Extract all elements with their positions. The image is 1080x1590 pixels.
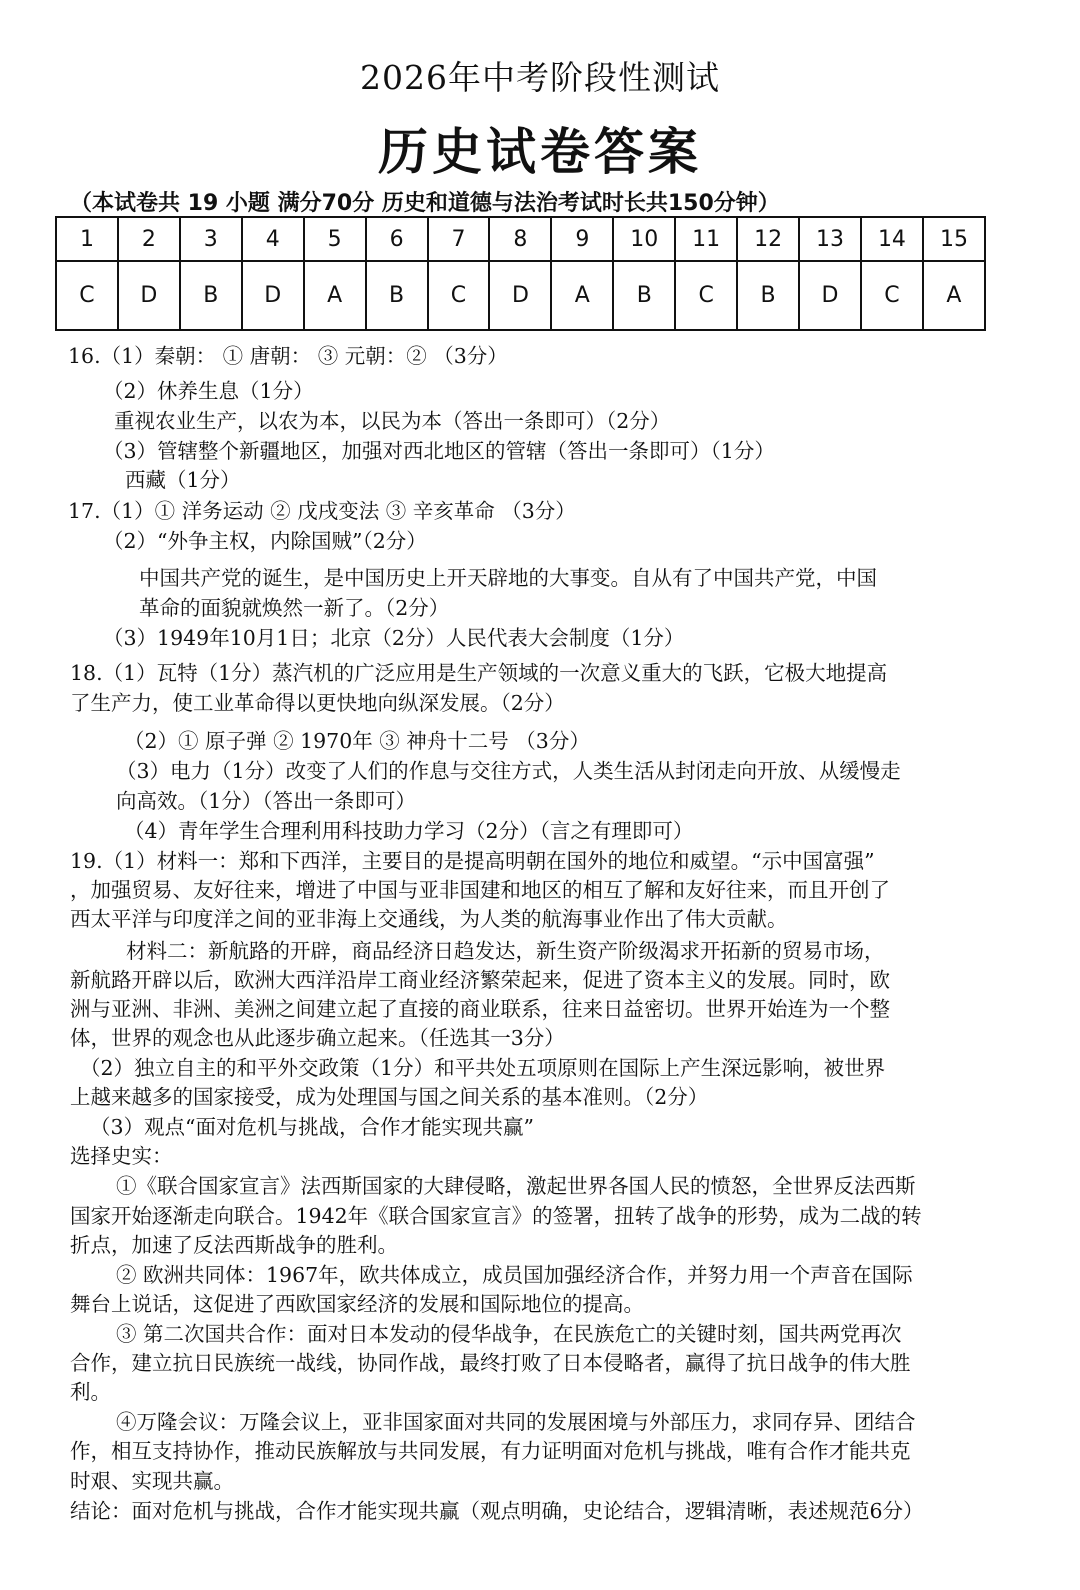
question-number: 1: [56, 217, 118, 261]
answer-letter: B: [180, 261, 242, 330]
answer-letter: D: [799, 261, 861, 330]
answer-19-1-cont: 新航路开辟以后，欧洲大西洋沿岸工商业经济繁荣起来，促进了资本主义的发展。同时，欧: [70, 968, 890, 992]
answer-letter: D: [242, 261, 304, 330]
answer-16-3: （3）管辖整个新疆地区，加强对西北地区的管辖（答出一条即可）（1分）: [103, 439, 775, 463]
answer-17-2-cont: 革命的面貌就焕然一新了。（2分）: [139, 596, 450, 620]
answer-19-3: （3）观点“面对危机与挑战，合作才能实现共赢”: [90, 1115, 535, 1139]
answer-19-2: （2）独立自主的和平外交政策（1分）和平共处五项原则在国际上产生深远影响，被世界: [80, 1056, 886, 1080]
answer-letter: B: [737, 261, 799, 330]
question-number: 5: [304, 217, 366, 261]
answer-row: [56, 261, 985, 330]
answer-19-1: 19.（1）材料一：郑和下西洋，主要目的是提高明朝在国外的地位和威望。“示中国富强”: [70, 849, 875, 873]
answer-19-3-cont: 作，相互支持协作，推动民族解放与共同发展，有力证明面对危机与挑战，唯有合作才能共克: [70, 1439, 911, 1463]
answer-18-1-cont: 了生产力，使工业革命得以更快地向纵深发展。（2分）: [70, 691, 565, 715]
exam-name: 2026年中考阶段性测试: [360, 58, 720, 97]
answer-letter: C: [56, 261, 118, 330]
exam-info: （本试卷共 19 小题 满分70分 历史和道德与法治考试时长共150分钟）: [70, 191, 780, 216]
question-number: 7: [428, 217, 490, 261]
answer-letter: C: [861, 261, 923, 330]
answer-19-3-cont: 时艰、实现共赢。: [70, 1469, 234, 1493]
answer-letter: C: [428, 261, 490, 330]
answer-19-3-fact-1: ①《联合国家宣言》法西斯国家的大肆侵略，激起世界各国人民的愤怒，全世界反法西斯: [116, 1174, 916, 1198]
answer-letter: D: [489, 261, 551, 330]
answer-19-3-cont: 舞台上说话，这促进了西欧国家经济的发展和国际地位的提高。: [70, 1292, 644, 1316]
answer-17-1: 17.（1）① 洋务运动 ② 戊戌变法 ③ 辛亥革命 （3分）: [68, 499, 576, 523]
question-number: 11: [675, 217, 737, 261]
answer-18-3-cont: 向高效。（1分）（答出一条即可）: [116, 789, 417, 813]
answer-17-3: （3）1949年10月1日；北京（2分）人民代表大会制度（1分）: [103, 626, 685, 650]
answer-letter: B: [613, 261, 675, 330]
answer-letter: A: [551, 261, 613, 330]
answer-19-3-cont: 国家开始逐渐走向联合。1942年《联合国家宣言》的签署，扭转了战争的形势，成为二战的转: [70, 1204, 922, 1228]
question-number: 3: [180, 217, 242, 261]
answer-16-3-cont: 西藏（1分）: [125, 468, 241, 492]
answer-19-3-conclusion: 结论：面对危机与挑战，合作才能实现共赢（观点明确，史论结合，逻辑清晰，表述规范6分）: [70, 1499, 924, 1523]
answer-letter: B: [366, 261, 428, 330]
answer-letter: C: [675, 261, 737, 330]
answer-letter: A: [304, 261, 366, 330]
question-number: 4: [242, 217, 304, 261]
question-number-row: [56, 217, 985, 261]
answer-19-3-cont: 利。: [70, 1380, 111, 1404]
answer-16-2-cont: 重视农业生产，以农为本，以民为本（答出一条即可）（2分）: [114, 409, 671, 433]
page-title: 历史试卷答案: [378, 122, 702, 181]
answer-19-1-cont: 体，世界的观念也从此逐步确立起来。（任选其一3分）: [70, 1026, 565, 1050]
question-number: 6: [366, 217, 428, 261]
answer-19-1-material-2: 材料二：新航路的开辟，商品经济日趋发达，新生资产阶级渴求开拓新的贸易市场，: [126, 939, 885, 963]
question-number: 13: [799, 217, 861, 261]
answer-19-3-label: 选择史实：: [70, 1144, 173, 1168]
answer-letter: A: [923, 261, 985, 330]
answer-16-2: （2）休养生息（1分）: [103, 379, 314, 403]
answer-19-1-cont: ，加强贸易、友好往来，增进了中国与亚非国建和地区的相互了解和友好往来，而且开创了: [70, 878, 890, 902]
answer-19-3-fact-2: ② 欧洲共同体：1967年，欧共体成立，成员国加强经济合作，并努力用一个声音在国际: [116, 1263, 913, 1287]
question-number: 9: [551, 217, 613, 261]
question-number: 12: [737, 217, 799, 261]
question-number: 8: [489, 217, 551, 261]
question-number: 2: [118, 217, 180, 261]
multiple-choice-answer-table: [55, 216, 986, 331]
answer-19-3-fact-4: ④万隆会议：万隆会议上，亚非国家面对共同的发展困境与外部压力，求同存异、团结合: [116, 1410, 916, 1434]
answer-17-2: （2）“外争主权，内除国贼”（2分）: [103, 529, 427, 553]
answer-19-2-cont: 上越来越多的国家接受，成为处理国与国之间关系的基本准则。（2分）: [70, 1085, 709, 1109]
question-number: 10: [613, 217, 675, 261]
answer-18-4: （4）青年学生合理利用科技助力学习（2分）（言之有理即可）: [124, 819, 694, 843]
answer-18-1: 18.（1）瓦特（1分）蒸汽机的广泛应用是生产领域的一次意义重大的飞跃，它极大地提高: [70, 661, 888, 685]
answer-17-2-cont: 中国共产党的诞生，是中国历史上开天辟地的大事变。自从有了中国共产党，中国: [139, 566, 877, 590]
answer-19-1-cont: 西太平洋与印度洋之间的亚非海上交通线，为人类的航海事业作出了伟大贡献。: [70, 907, 788, 931]
answer-16-1: 16.（1）秦朝： ① 唐朝： ③ 元朝：② （3分）: [68, 344, 508, 368]
answer-18-3: （3）电力（1分）改变了人们的作息与交往方式，人类生活从封闭走向开放、从缓慢走: [116, 759, 901, 783]
answer-19-1-cont: 洲与亚洲、非洲、美洲之间建立起了直接的商业联系，往来日益密切。世界开始连为一个整: [70, 997, 890, 1021]
answer-letter: D: [118, 261, 180, 330]
question-number: 14: [861, 217, 923, 261]
answer-18-2: （2）① 原子弹 ② 1970年 ③ 神舟十二号 （3分）: [124, 729, 590, 753]
answer-19-3-cont: 折点，加速了反法西斯战争的胜利。: [70, 1233, 398, 1257]
answer-19-3-cont: 合作，建立抗日民族统一战线，协同作战，最终打败了日本侵略者，赢得了抗日战争的伟大胜: [70, 1351, 911, 1375]
question-number: 15: [923, 217, 985, 261]
answer-19-3-fact-3: ③ 第二次国共合作：面对日本发动的侵华战争，在民族危亡的关键时刻，国共两党再次: [116, 1322, 902, 1346]
